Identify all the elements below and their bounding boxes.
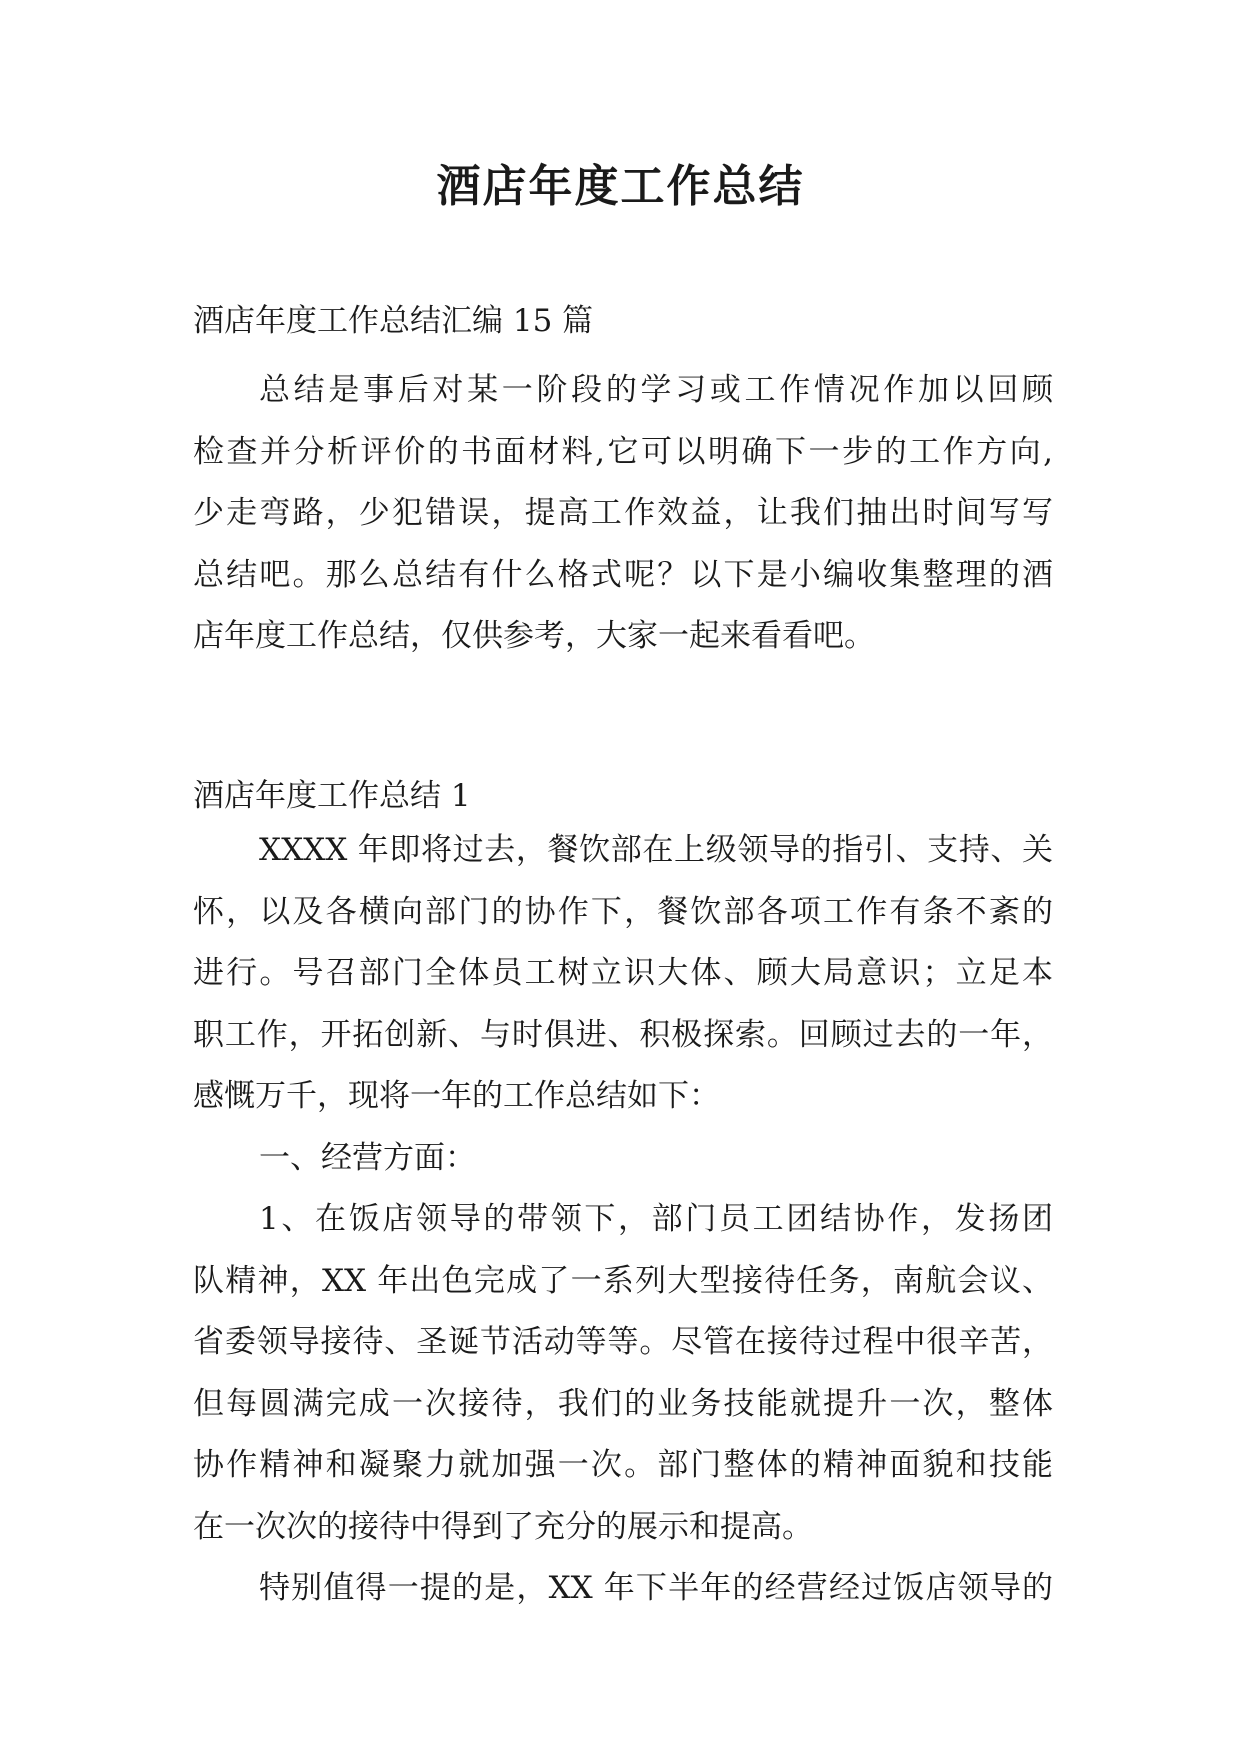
section-line: 在一次次的接待中得到了充分的展示和提高。: [193, 1508, 813, 1545]
intro-line: 少走弯路，少犯错误，提高工作效益，让我们抽出时间写写: [193, 495, 1053, 531]
section-line: 怀，以及各横向部门的协作下，餐饮部各项工作有条不紊的: [193, 893, 1053, 930]
document-subtitle: 酒店年度工作总结汇编 15 篇: [193, 303, 594, 339]
section-body: [193, 820, 1053, 1620]
section-line: 职工作，开拓创新、与时俱进、积极探索。回顾过去的一年，: [193, 1016, 1053, 1053]
document-title: 酒店年度工作总结: [436, 161, 805, 212]
section-subheading: 一、经营方面：: [259, 1139, 476, 1176]
section-line: XXXX 年即将过去，餐饮部在上级领导的指引、支持、关: [259, 832, 1053, 868]
section-heading: 酒店年度工作总结 1: [193, 778, 471, 814]
intro-line: 检查并分析评价的书面材料,它可以明确下一步的工作方向,: [193, 433, 1053, 470]
section-line: 队精神，XX 年出色完成了一系列大型接待任务，南航会议、: [193, 1262, 1053, 1299]
section-line: 1、在饭店领导的带领下，部门员工团结协作，发扬团: [259, 1201, 1053, 1237]
section-line: 进行。号召部门全体员工树立识大体、顾大局意识；立足本: [193, 955, 1053, 991]
section-line: 协作精神和凝聚力就加强一次。部门整体的精神面貌和技能: [193, 1447, 1053, 1483]
section-line: 特别值得一提的是，XX 年下半年的经营经过饭店领导的: [259, 1570, 1053, 1606]
intro-paragraph: [193, 360, 1053, 668]
section-line: 省委领导接待、圣诞节活动等等。尽管在接待过程中很辛苦，: [193, 1324, 1053, 1360]
intro-line: 总结吧。那么总结有什么格式呢？以下是小编收集整理的酒: [193, 556, 1053, 593]
intro-line: 店年度工作总结，仅供参考，大家一起来看看吧。: [193, 618, 875, 654]
intro-line: 总结是事后对某一阶段的学习或工作情况作加以回顾: [259, 372, 1053, 408]
section-line: 感慨万千，现将一年的工作总结如下：: [193, 1078, 720, 1114]
section-line: 但每圆满完成一次接待，我们的业务技能就提升一次，整体: [193, 1385, 1053, 1422]
